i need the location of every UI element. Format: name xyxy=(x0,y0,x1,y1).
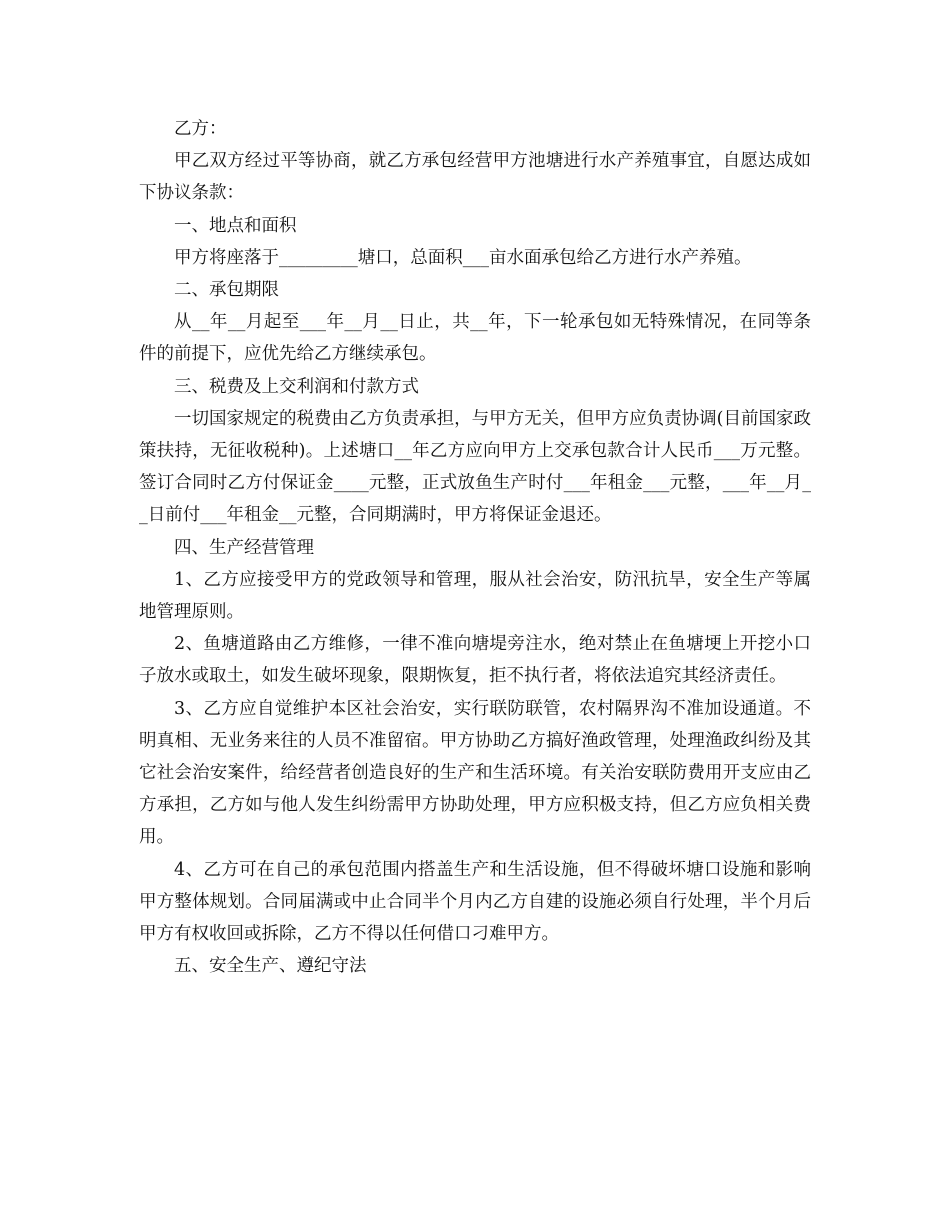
section-heading-taxes: 三、税费及上交利润和付款方式 xyxy=(174,376,419,397)
document-body xyxy=(139,113,811,982)
section-heading-term: 二、承包期限 xyxy=(174,280,279,301)
management-item-4: 4、乙方可在自己的承包范围内搭盖生产和生活设施，但不得破坏塘口设施和影响甲方整体规划。合同届满或中止合同半个月内乙方自建的设施必须自行处理，半个月后甲方有权收回或拆除，乙方不得以任何借口刁难甲方。 xyxy=(139,859,811,945)
term-paragraph: 从__年__月起至___年__月__日止，共__年，下一轮承包如无特殊情况，在同等条件的前提下，应优先给乙方继续承包。 xyxy=(139,312,811,365)
party-b-line: 乙方： xyxy=(174,119,227,139)
section-heading-management: 四、生产经营管理 xyxy=(174,537,314,558)
management-item-2: 2、鱼塘道路由乙方维修，一律不准向塘堤旁注水，绝对禁止在鱼塘埂上开挖小口子放水或取土，如发生破坏现象，限期恢复，拒不执行者，将依法追究其经济责任。 xyxy=(139,634,811,687)
management-item-1: 1、乙方应接受甲方的党政领导和管理，服从社会治安，防汛抗旱，安全生产等属地管理原则。 xyxy=(139,569,811,623)
location-paragraph: 甲方将座落于_________塘口，总面积___亩水面承包给乙方进行水产养殖。 xyxy=(174,247,752,268)
intro-paragraph: 甲乙双方经过平等协商，就乙方承包经营甲方池塘进行水产养殖事宜，自愿达成如下协议条款： xyxy=(139,151,811,204)
management-item-3: 3、乙方应自觉维护本区社会治安，实行联防联管，农村隔界沟不准加设通道。不明真相、无业务来往的人员不准留宿。甲方协助乙方搞好渔政管理，处理渔政纠纷及其它社会治安案件，给经营者创造良好的生产和生活环境。有关治安联防费用开支应由乙方承担，乙方如与他人发生纠纷需甲方协助处理，甲方应积极支持，但乙方应负相关费用。 xyxy=(139,698,811,848)
section-heading-location: 一、地点和面积 xyxy=(174,215,297,236)
taxes-paragraph: 一切国家规定的税费由乙方负责承担，与甲方无关，但甲方应负责协调(目前国家政策扶持，无征收税种)。上述塘口__年乙方应向甲方上交承包款合计人民币___万元整。签订合同时乙方付保证金____元整，正式放鱼生产时付___年租金___元整，___年__月__日前付___年租金__元整，合同期满时，甲方将保证金退还。 xyxy=(139,408,811,526)
section-heading-safety: 五、安全生产、遵纪守法 xyxy=(174,956,367,977)
